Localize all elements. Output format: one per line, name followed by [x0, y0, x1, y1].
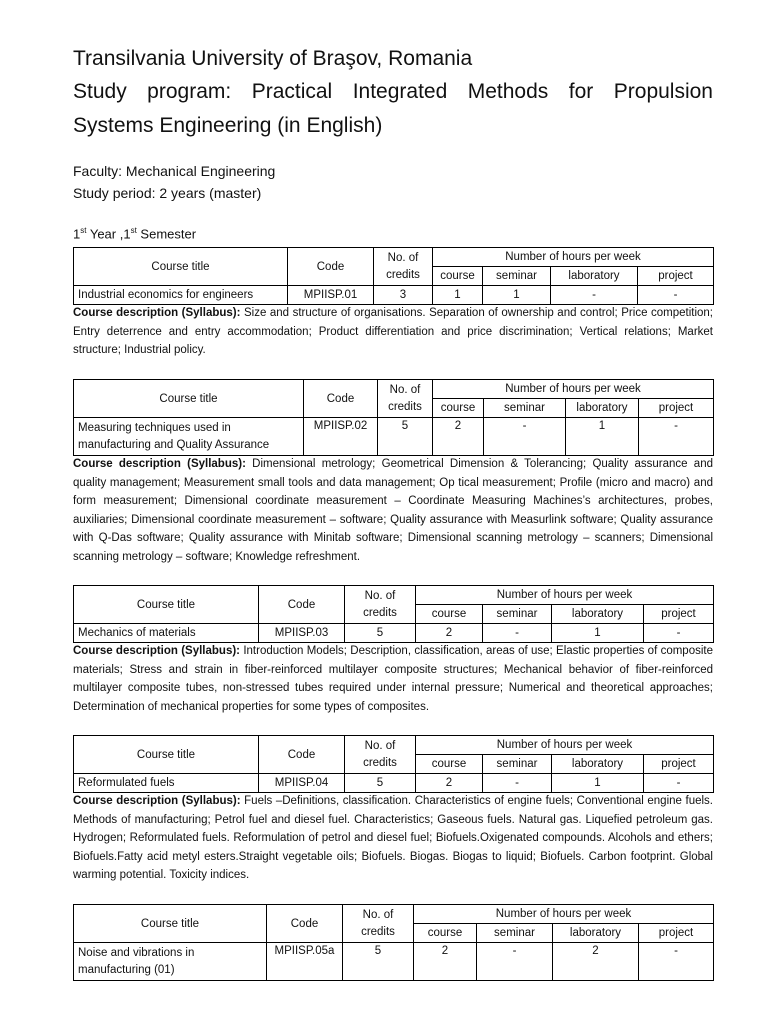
- course-table: [73, 247, 714, 305]
- seminar-hours-cell: -: [484, 418, 566, 456]
- program-title-line1: Study program: Practical Integrated Methods for Propulsion: [73, 80, 713, 103]
- table-row: [74, 286, 714, 305]
- study-period-line: Study period: 2 years (master): [73, 185, 262, 201]
- header-hours: Number of hours per week: [414, 905, 714, 924]
- course-code-cell: MPIISP.03: [259, 624, 345, 643]
- credits-cell: 3: [374, 286, 433, 305]
- university-title: Transilvania University of Braşov, Romania: [73, 47, 473, 70]
- course-code-cell: MPIISP.04: [259, 774, 345, 793]
- header-code: Code: [259, 736, 345, 774]
- header-laboratory: laboratory: [551, 267, 638, 286]
- header-credits: No. of credits: [343, 905, 414, 943]
- header-course: course: [433, 399, 484, 418]
- seminar-hours-cell: 1: [483, 286, 551, 305]
- table-row: [74, 943, 714, 981]
- course-title-cell: Reformulated fuels: [74, 774, 259, 793]
- course-hours-cell: 2: [414, 943, 477, 981]
- course-title-cell: Noise and vibrations in manufacturing (01): [74, 943, 267, 981]
- course-description: Course description (Syllabus): Fuels –Definitions, classification. Characteristics of engine fuels; Conventional engine fuels. Methods of manufacturing; Petrol fuel and diesel fuel. Characteristics; Gaseous fuels. Natural gas. Liquefied petroleum gas. Hydrogen; Reformulated fuels. Reformulation of petrol and diesel fuel; Biofuels.Oxigenated compounds. Alcohols and ethers; Biofuels.Fatty acid metyl esters.Straight vegetable oils; Biofuels. Biogas. Biogas to liquid; Biofuels. Carbon footprint. Global warming potential. Toxicity indices.: [73, 795, 713, 881]
- program-title-line2: Systems Engineering (in English): [73, 114, 383, 137]
- header-course-title: Course title: [74, 380, 304, 418]
- header-laboratory: laboratory: [553, 924, 639, 943]
- header-code: Code: [304, 380, 378, 418]
- header-seminar: seminar: [477, 924, 553, 943]
- course-description: Course description (Syllabus): Size and structure of organisations. Separation of ownership and control; Price competition; Entry deterrence and entry accommodation; Product differentiation and price discrimination; Vertical relations; Market structure; Industrial policy.: [73, 307, 713, 356]
- header-laboratory: laboratory: [552, 605, 644, 624]
- laboratory-hours-cell: 2: [553, 943, 639, 981]
- header-code: Code: [288, 248, 374, 286]
- header-credits: No. of credits: [374, 248, 433, 286]
- course-hours-cell: 2: [416, 624, 483, 643]
- header-project: project: [644, 755, 714, 774]
- header-course-title: Course title: [74, 586, 259, 624]
- header-course: course: [433, 267, 483, 286]
- header-code: Code: [267, 905, 343, 943]
- header-project: project: [639, 924, 714, 943]
- course-code-cell: MPIISP.02: [304, 418, 378, 456]
- project-hours-cell: -: [639, 943, 714, 981]
- header-seminar: seminar: [483, 605, 552, 624]
- header-project: project: [644, 605, 714, 624]
- credits-cell: 5: [343, 943, 414, 981]
- laboratory-hours-cell: 1: [552, 624, 644, 643]
- course-code-cell: MPIISP.05a: [267, 943, 343, 981]
- project-hours-cell: -: [644, 624, 714, 643]
- faculty-line: Faculty: Mechanical Engineering: [73, 163, 276, 179]
- table-row: [74, 418, 714, 456]
- course-table: [73, 379, 714, 456]
- credits-cell: 5: [345, 624, 416, 643]
- header-course-title: Course title: [74, 905, 267, 943]
- header-project: project: [639, 399, 714, 418]
- project-hours-cell: -: [644, 774, 714, 793]
- project-hours-cell: -: [638, 286, 714, 305]
- seminar-hours-cell: -: [483, 624, 552, 643]
- header-seminar: seminar: [484, 399, 566, 418]
- header-hours: Number of hours per week: [433, 380, 714, 399]
- course-hours-cell: 2: [433, 418, 484, 456]
- header-course: course: [416, 755, 483, 774]
- header-course: course: [416, 605, 483, 624]
- header-credits: No. of credits: [345, 586, 416, 624]
- course-title-cell: Mechanics of materials: [74, 624, 259, 643]
- project-hours-cell: -: [639, 418, 714, 456]
- credits-cell: 5: [345, 774, 416, 793]
- course-title-cell: Measuring techniques used in manufacturing and Quality Assurance: [74, 418, 304, 456]
- course-table: [73, 904, 714, 981]
- course-table: [73, 735, 714, 793]
- seminar-hours-cell: -: [477, 943, 553, 981]
- table-row: [74, 624, 714, 643]
- course-code-cell: MPIISP.01: [288, 286, 374, 305]
- header-seminar: seminar: [483, 755, 552, 774]
- course-hours-cell: 2: [416, 774, 483, 793]
- semester-heading: 1st Year ,1st Semester: [73, 226, 197, 242]
- header-credits: No. of credits: [378, 380, 433, 418]
- laboratory-hours-cell: -: [551, 286, 638, 305]
- laboratory-hours-cell: 1: [552, 774, 644, 793]
- course-table: [73, 585, 714, 643]
- seminar-hours-cell: -: [483, 774, 552, 793]
- header-seminar: seminar: [483, 267, 551, 286]
- laboratory-hours-cell: 1: [566, 418, 639, 456]
- course-description: Course description (Syllabus): Introduction Models; Description, classification, areas of use; Elastic properties of composite materials; Stress and strain in fiber-reinforced multilayer composite structures; Mechanical behavior of fiber-reinforced multilayer composite tubes, non-stressed tubes required under internal pressure; Numerical and theoretical approaches; Determination of mechanical properties for some types of composites.: [73, 645, 713, 713]
- header-hours: Number of hours per week: [416, 586, 714, 605]
- header-project: project: [638, 267, 714, 286]
- header-hours: Number of hours per week: [433, 248, 714, 267]
- course-title-cell: Industrial economics for engineers: [74, 286, 288, 305]
- header-course-title: Course title: [74, 248, 288, 286]
- header-course: course: [414, 924, 477, 943]
- course-hours-cell: 1: [433, 286, 483, 305]
- header-laboratory: laboratory: [566, 399, 639, 418]
- credits-cell: 5: [378, 418, 433, 456]
- header-hours: Number of hours per week: [416, 736, 714, 755]
- header-laboratory: laboratory: [552, 755, 644, 774]
- header-course-title: Course title: [74, 736, 259, 774]
- header-credits: No. of credits: [345, 736, 416, 774]
- header-code: Code: [259, 586, 345, 624]
- course-description: Course description (Syllabus): Dimensional metrology; Geometrical Dimension & Tolerancing; Quality assurance and quality management; Measurement small tools and data management; Op tical measurement; Profile (micro and macro) and form measurement; Dimensional coordinate measurement – Coordinate Measuring Machines’s architectures, probes, auxiliaries; Dimensional coordinate measurement – software; Quality assurance with Measurlink software; Quality assurance with Q-Das software; Quality assurance with Minitab software; Dimensional scanning metrology – scanners; Dimensional scanning metrology – software; Knowledge refreshment.: [73, 458, 713, 563]
- table-row: [74, 774, 714, 793]
